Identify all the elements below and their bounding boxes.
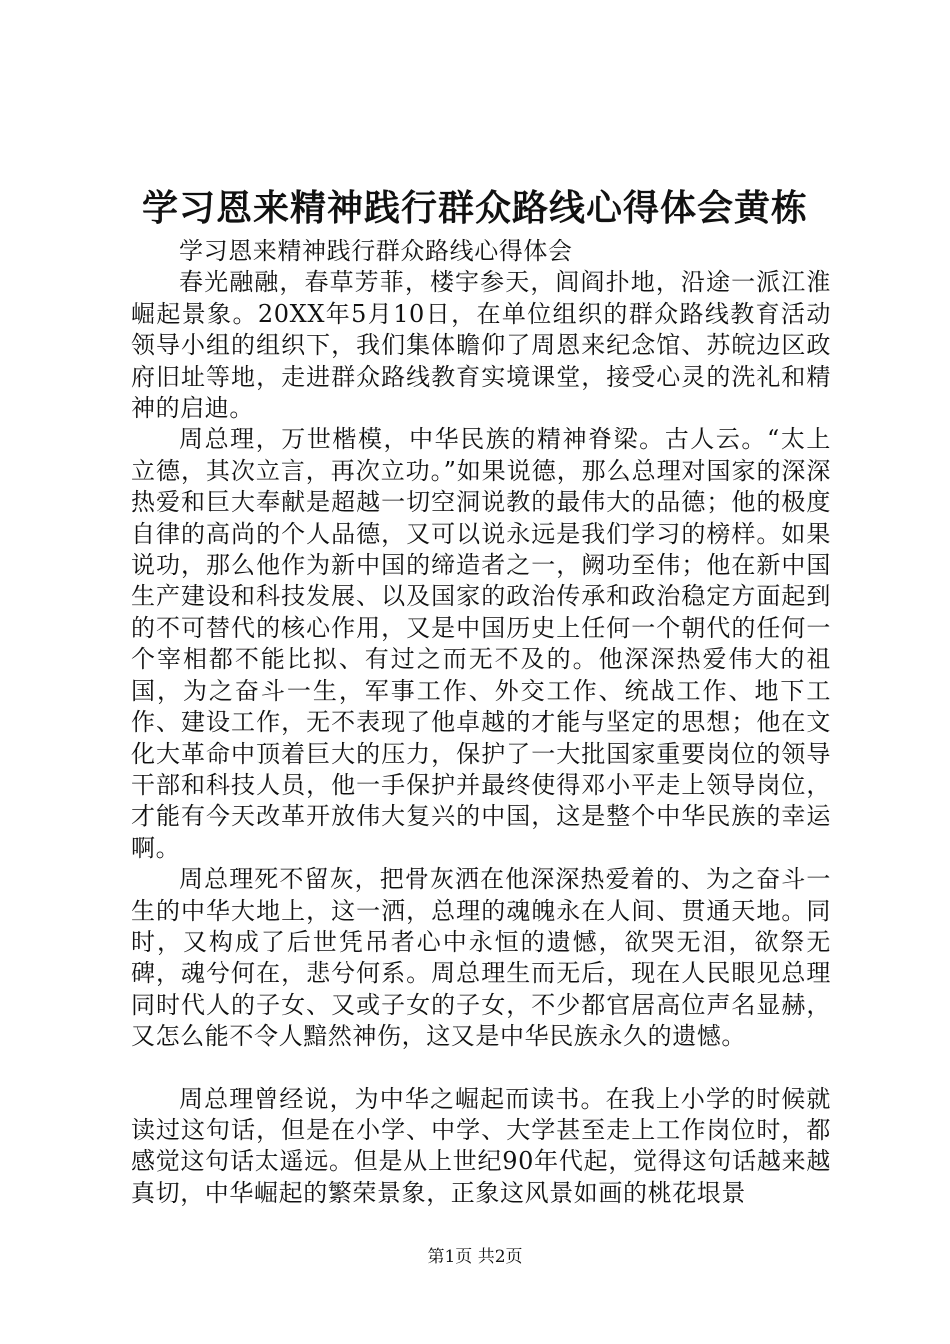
paragraph-2: 周总理，万世楷模，中华民族的精神脊梁。古人云。“太上立德，其次立言，再次立功。”如果说德，那么总理对国家的深深热爱和巨大奉献是超越一切空洞说教的最伟大的品德；他的极度自律的高尚的个人品德，又可以说永远是我们学习的榜样。如果说功，那么他作为新中国的缔造者之一，阙功至伟；他在新中国生产建设和科技发展、以及国家的政治传承和政治稳定方面起到的不可替代的核心作用，又是中国历史上任何一个朝代的任何一个宰相都不能比拟、有过之而无不及的。他深深热爱伟大的祖国，为之奋斗一生，军事工作、外交工作、统战工作、地下工作、建设工作，无不表现了他卓越的才能与坚定的思想；他在文化大革命中顶着巨大的压力，保护了一大批国家重要岗位的领导干部和科技人员，他一手保护并最终使得邓小平走上领导岗位，才能有今天改革开放伟大复兴的中国，这是整个中华民族的幸运啊。 (131, 425, 831, 862)
document-subtitle: 学习恩来精神践行群众路线心得体会 (179, 237, 573, 265)
paragraph-3: 周总理死不留灰，把骨灰洒在他深深热爱着的、为之奋斗一生的中华大地上，这一洒，总理的魂魄永在人间、贯通天地。同时，又构成了后世凭吊者心中永恒的遗憾，欲哭无泪，欲祭无碑，魂兮何在，悲兮何系。周总理生而无后，现在人民眼见总理同时代人的子女、又或子女的子女，不少都官居高位声名显赫，又怎么能不令人黯然神伤，这又是中华民族永久的遗憾。 (131, 865, 831, 1051)
document-title: 学习恩来精神践行群众路线心得体会黄栋 (141, 187, 808, 229)
paragraph-gap (131, 1053, 831, 1084)
page-footer: 第1页 共2页 (427, 1247, 523, 1267)
paragraph-1: 春光融融，春草芳菲，楼宇参天，闾阎扑地，沿途一派江淮崛起景象。20XX年5月10日，在单位组织的群众路线教育活动领导小组的组织下，我们集体瞻仰了周恩来纪念馆、苏皖边区政府旧址等地，走进群众路线教育实境课堂，接受心灵的洗礼和精神的启迪。 (131, 268, 831, 423)
document-body (131, 236, 831, 1209)
paragraph-4: 周总理曾经说，为中华之崛起而读书。在我上小学的时候就读过这句话，但是在小学、中学、大学甚至走上工作岗位时，都感觉这句话太遥远。但是从上世纪90年代起，觉得这句话越来越真切，中华崛起的繁荣景象，正象这风景如画的桃花垠景 (131, 1084, 831, 1207)
